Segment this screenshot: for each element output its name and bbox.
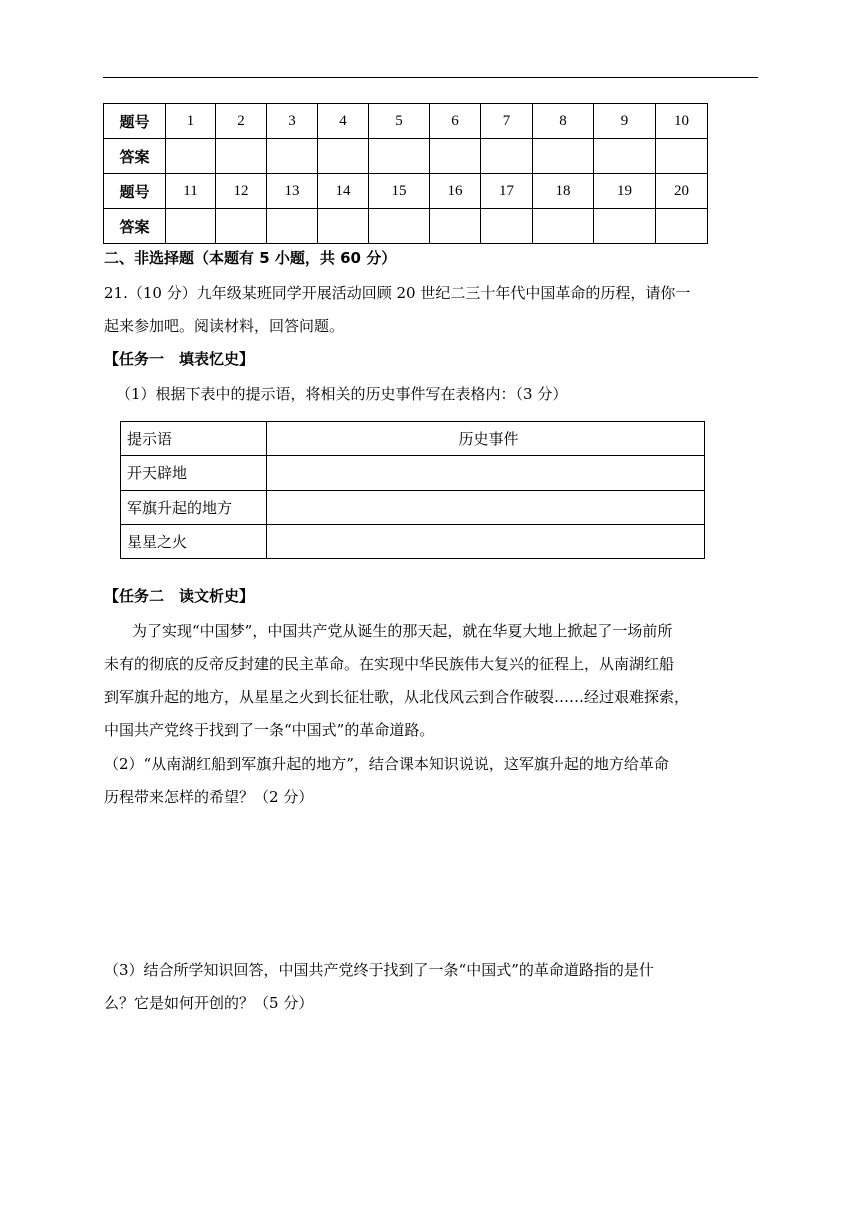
events-table-row (121, 456, 705, 490)
question-number-cell: 16 (430, 174, 481, 209)
answer-cell[interactable] (594, 209, 656, 244)
question-number-cell: 9 (594, 104, 656, 139)
question-number-cell: 17 (481, 174, 533, 209)
section2-heading: 二、非选择题（本题有 5 小题，共 60 分） (104, 249, 397, 267)
answer-cell[interactable] (318, 139, 369, 174)
answer-cell[interactable] (166, 209, 216, 244)
q21-sub1: （1）根据下表中的提示语，将相关的历史事件写在表格内：（3 分） (116, 385, 568, 403)
answer-cell[interactable] (430, 209, 481, 244)
answer-cell[interactable] (369, 209, 430, 244)
answer-cell[interactable] (369, 139, 430, 174)
answer-cell[interactable] (267, 139, 318, 174)
passage-line: 到军旗升起的地方，从星星之火到长征壮歌，从北伐风云到合作破裂……经过艰难探索， (104, 688, 690, 706)
question-number-cell: 4 (318, 104, 369, 139)
answer-cell[interactable] (656, 209, 708, 244)
hint-column-header: 提示语 (121, 422, 267, 456)
question-number-cell: 18 (533, 174, 594, 209)
question-number-cell: 10 (656, 104, 708, 139)
q21-sub2-line2: 历程带来怎样的希望？（2 分） (104, 788, 314, 806)
question-number-cell: 2 (216, 104, 267, 139)
events-table (120, 421, 705, 559)
question-number-cell: 15 (369, 174, 430, 209)
question-number-cell: 1 (166, 104, 216, 139)
event-answer-cell[interactable] (267, 490, 705, 524)
answer-cell[interactable] (533, 139, 594, 174)
q21-sub3-line1: （3）结合所学知识回答，中国共产党终于找到了一条“中国式”的革命道路指的是什 (104, 961, 654, 979)
question-number-cell: 6 (430, 104, 481, 139)
q21-sub2-line1: （2）“从南湖红船到军旗升起的地方”，结合课本知识说说，这军旗升起的地方给革命 (104, 755, 669, 773)
task1-heading: 【任务一 填表忆史】 (104, 350, 255, 368)
answer-cell[interactable] (318, 209, 369, 244)
answer-cell[interactable] (481, 209, 533, 244)
question-number-cell: 3 (267, 104, 318, 139)
answer-cell[interactable] (267, 209, 318, 244)
answer-cell[interactable] (166, 139, 216, 174)
header-rule (103, 77, 758, 78)
answer-cell[interactable] (533, 209, 594, 244)
question-number-cell: 7 (481, 104, 533, 139)
question-number-cell: 14 (318, 174, 369, 209)
question-number-cell: 5 (369, 104, 430, 139)
answer-table (103, 103, 708, 244)
question-number-label: 题号 (104, 104, 166, 139)
answer-table-row-numbers-1 (104, 104, 708, 139)
passage-line: 中国共产党终于找到了一条“中国式”的革命道路。 (104, 721, 435, 739)
events-table-row (121, 524, 705, 558)
question-number-cell: 20 (656, 174, 708, 209)
q21-intro-line1: 21.（10 分）九年级某班同学开展活动回顾 20 世纪二三十年代中国革命的历程，请你一 (104, 284, 691, 302)
answer-label: 答案 (104, 209, 166, 244)
hint-cell: 军旗升起的地方 (121, 490, 267, 524)
answer-table-row-answers-1 (104, 139, 708, 174)
q21-sub3-line2: 么？它是如何开创的？（5 分） (104, 994, 314, 1012)
events-table-row (121, 490, 705, 524)
question-number-cell: 8 (533, 104, 594, 139)
question-number-cell: 13 (267, 174, 318, 209)
question-number-cell: 12 (216, 174, 267, 209)
q21-intro-line2: 起来参加吧。阅读材料，回答问题。 (104, 317, 345, 335)
answer-cell[interactable] (216, 209, 267, 244)
passage-line: 为了实现“中国梦”，中国共产党从诞生的那天起，就在华夏大地上掀起了一场前所 (132, 622, 673, 640)
hint-cell: 星星之火 (121, 524, 267, 558)
event-answer-cell[interactable] (267, 456, 705, 490)
task2-heading: 【任务二 读文析史】 (104, 587, 255, 605)
event-answer-cell[interactable] (267, 524, 705, 558)
passage-line: 未有的彻底的反帝反封建的民主革命。在实现中华民族伟大复兴的征程上，从南湖红船 (104, 655, 675, 673)
question-number-label: 题号 (104, 174, 166, 209)
answer-cell[interactable] (430, 139, 481, 174)
question-number-cell: 19 (594, 174, 656, 209)
answer-cell[interactable] (481, 139, 533, 174)
answer-label: 答案 (104, 139, 166, 174)
answer-cell[interactable] (216, 139, 267, 174)
answer-cell[interactable] (656, 139, 708, 174)
event-column-header: 历史事件 (267, 422, 705, 456)
answer-table-row-answers-2 (104, 209, 708, 244)
answer-cell[interactable] (594, 139, 656, 174)
events-table-header (121, 422, 705, 456)
question-number-cell: 11 (166, 174, 216, 209)
answer-table-row-numbers-2 (104, 174, 708, 209)
hint-cell: 开天辟地 (121, 456, 267, 490)
